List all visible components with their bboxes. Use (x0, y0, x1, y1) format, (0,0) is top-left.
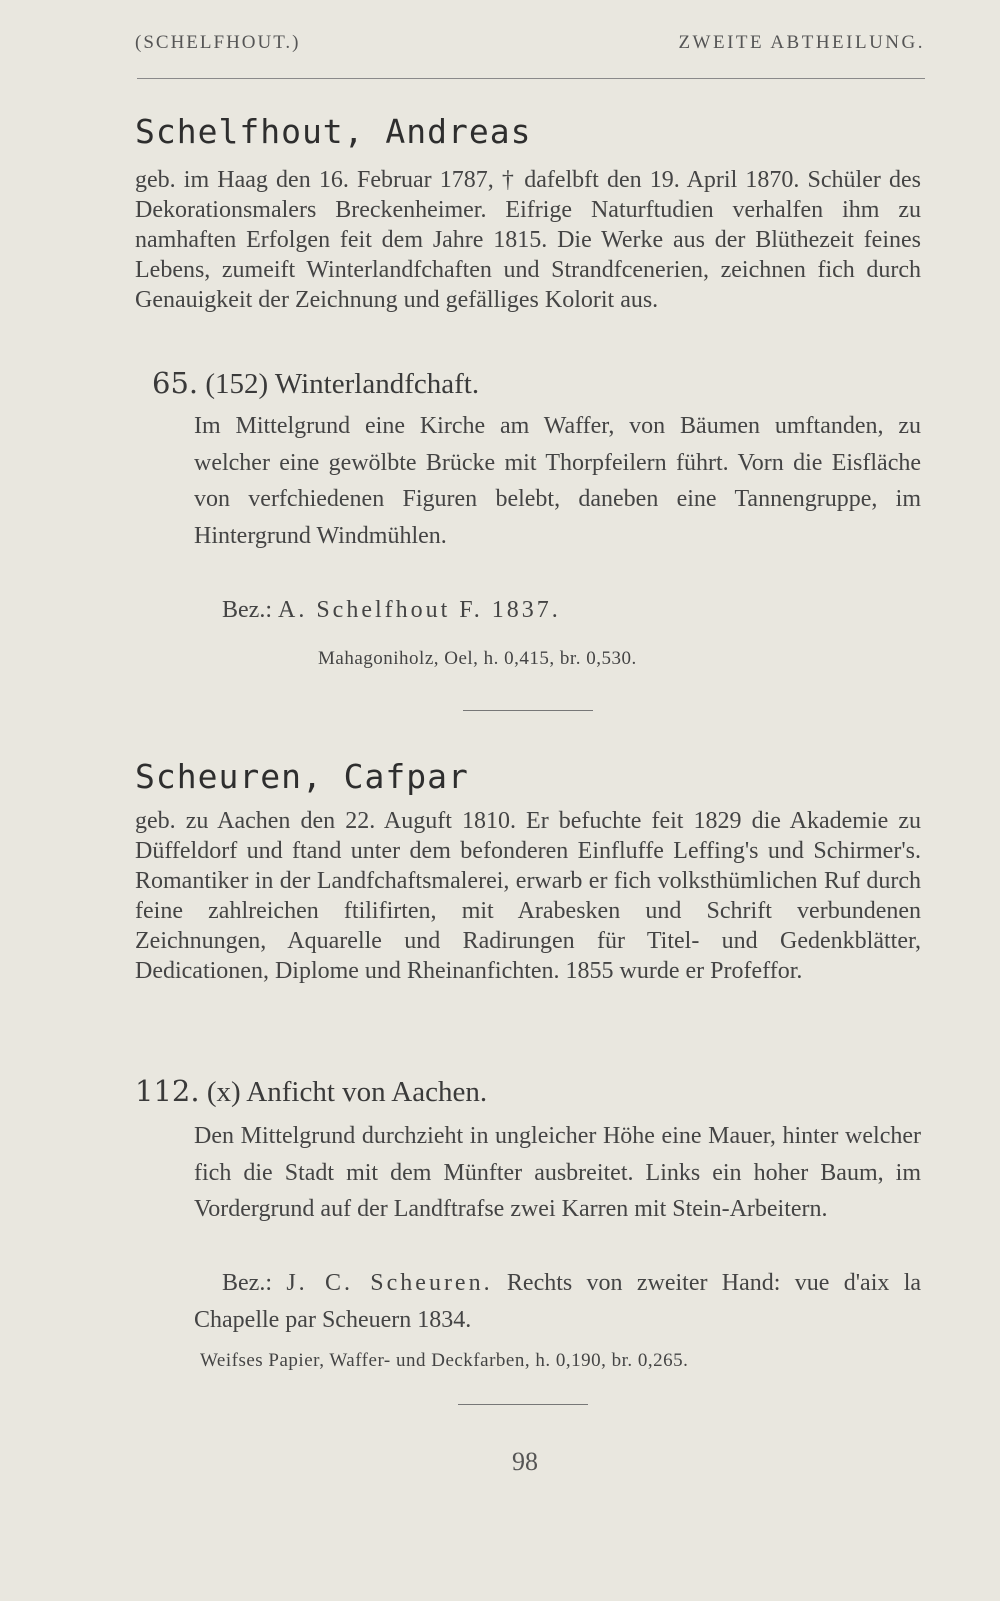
artist-bio-schelfhout: geb. im Haag den 16. Februar 1787, † dafelbft den 19. April 1870. Schüler des Dekorationsmalers Breckenheimer. Eifrige Naturftudien verhalfen ihm zu namhaften Erfolgen feit dem Jahre 1815. Die Werke aus der Blüthezeit feines Lebens, zumeift Winterlandfchaften und Strandfcenerien, zeichnen fich durch Genauigkeit der Zeichnung und gefälliges Kolorit aus. (135, 167, 921, 313)
inscription-label: Bez.: (222, 1270, 272, 1296)
artist-bio-scheuren: geb. zu Aachen den 22. Auguft 1810. Er befuchte feit 1829 die Akademie zu Düffeldorf und ftand unter dem befonderen Einfluffe Leffing's und Schirmer's. Romantiker in der Landfchaftsmalerei, erwarb er fich volksthümlichen Ruf durch feine zahlreichen ftilifirten, mit Arabesken und Schrift verbundenen Zeichnungen, Aquarelle und Radirungen für Titel- und Gedenkblätter, Dedicationen, Diplome und Rheinanfichten. 1855 wurde er Profeffor. (135, 808, 921, 984)
running-head-right: ZWEITE ABTHEILUNG. (678, 32, 925, 53)
entry-inscription-112 (194, 1265, 921, 1338)
running-head-left: (SCHELFHOUT.) (135, 32, 301, 53)
inscription-rest: Rechts von zweiter Hand: vue d'aix la Chapelle par Scheuern 1834. (194, 1270, 922, 1333)
running-head (135, 32, 925, 62)
page-number: 98 (512, 1447, 538, 1476)
header-rule (137, 78, 925, 79)
entry-number: 65. (152, 366, 199, 400)
entry-title-65 (152, 366, 479, 401)
entry-medium-112: Weifses Papier, Waffer- und Deckfarben, h. 0,190, br. 0,265. (200, 1350, 689, 1371)
entry-inscription-65 (222, 597, 561, 624)
entry-title-text: (x) Anficht von Aachen. (206, 1076, 488, 1108)
inscription-text: J. C. Scheuren. (286, 1270, 493, 1296)
section-separator (463, 710, 593, 711)
section-separator (458, 1404, 588, 1405)
entry-description-65: Im Mittelgrund eine Kirche am Waffer, von Bäumen umftanden, zu welcher eine gewölbte Brücke mit Thorpfeilern führt. Vorn die Eisfläche von verfchiedenen Figuren belebt, daneben eine Tannengruppe, im Hintergrund Windmühlen. (194, 413, 921, 549)
entry-medium-65: Mahagoniholz, Oel, h. 0,415, br. 0,530. (318, 648, 637, 669)
entry-title-text: (152) Winterlandfchaft. (205, 368, 480, 400)
artist-name-scheuren: Scheuren, Cafpar (135, 757, 469, 796)
artist-name-schelfhout: Schelfhout, Andreas (135, 112, 532, 151)
inscription-text: A. Schelfhout F. 1837. (277, 597, 561, 623)
entry-description-112: Den Mittelgrund durchzieht in ungleicher Höhe eine Mauer, hinter welcher fich die Stadt mit dem Münfter ausbreitet. Links ein hoher Baum, im Vordergrund auf der Landftrafse zwei Karren mit Stein-Arbeitern. (194, 1123, 921, 1222)
entry-number: 112. (135, 1074, 200, 1108)
entry-title-112 (135, 1074, 487, 1109)
inscription-label: Bez.: (222, 597, 272, 623)
